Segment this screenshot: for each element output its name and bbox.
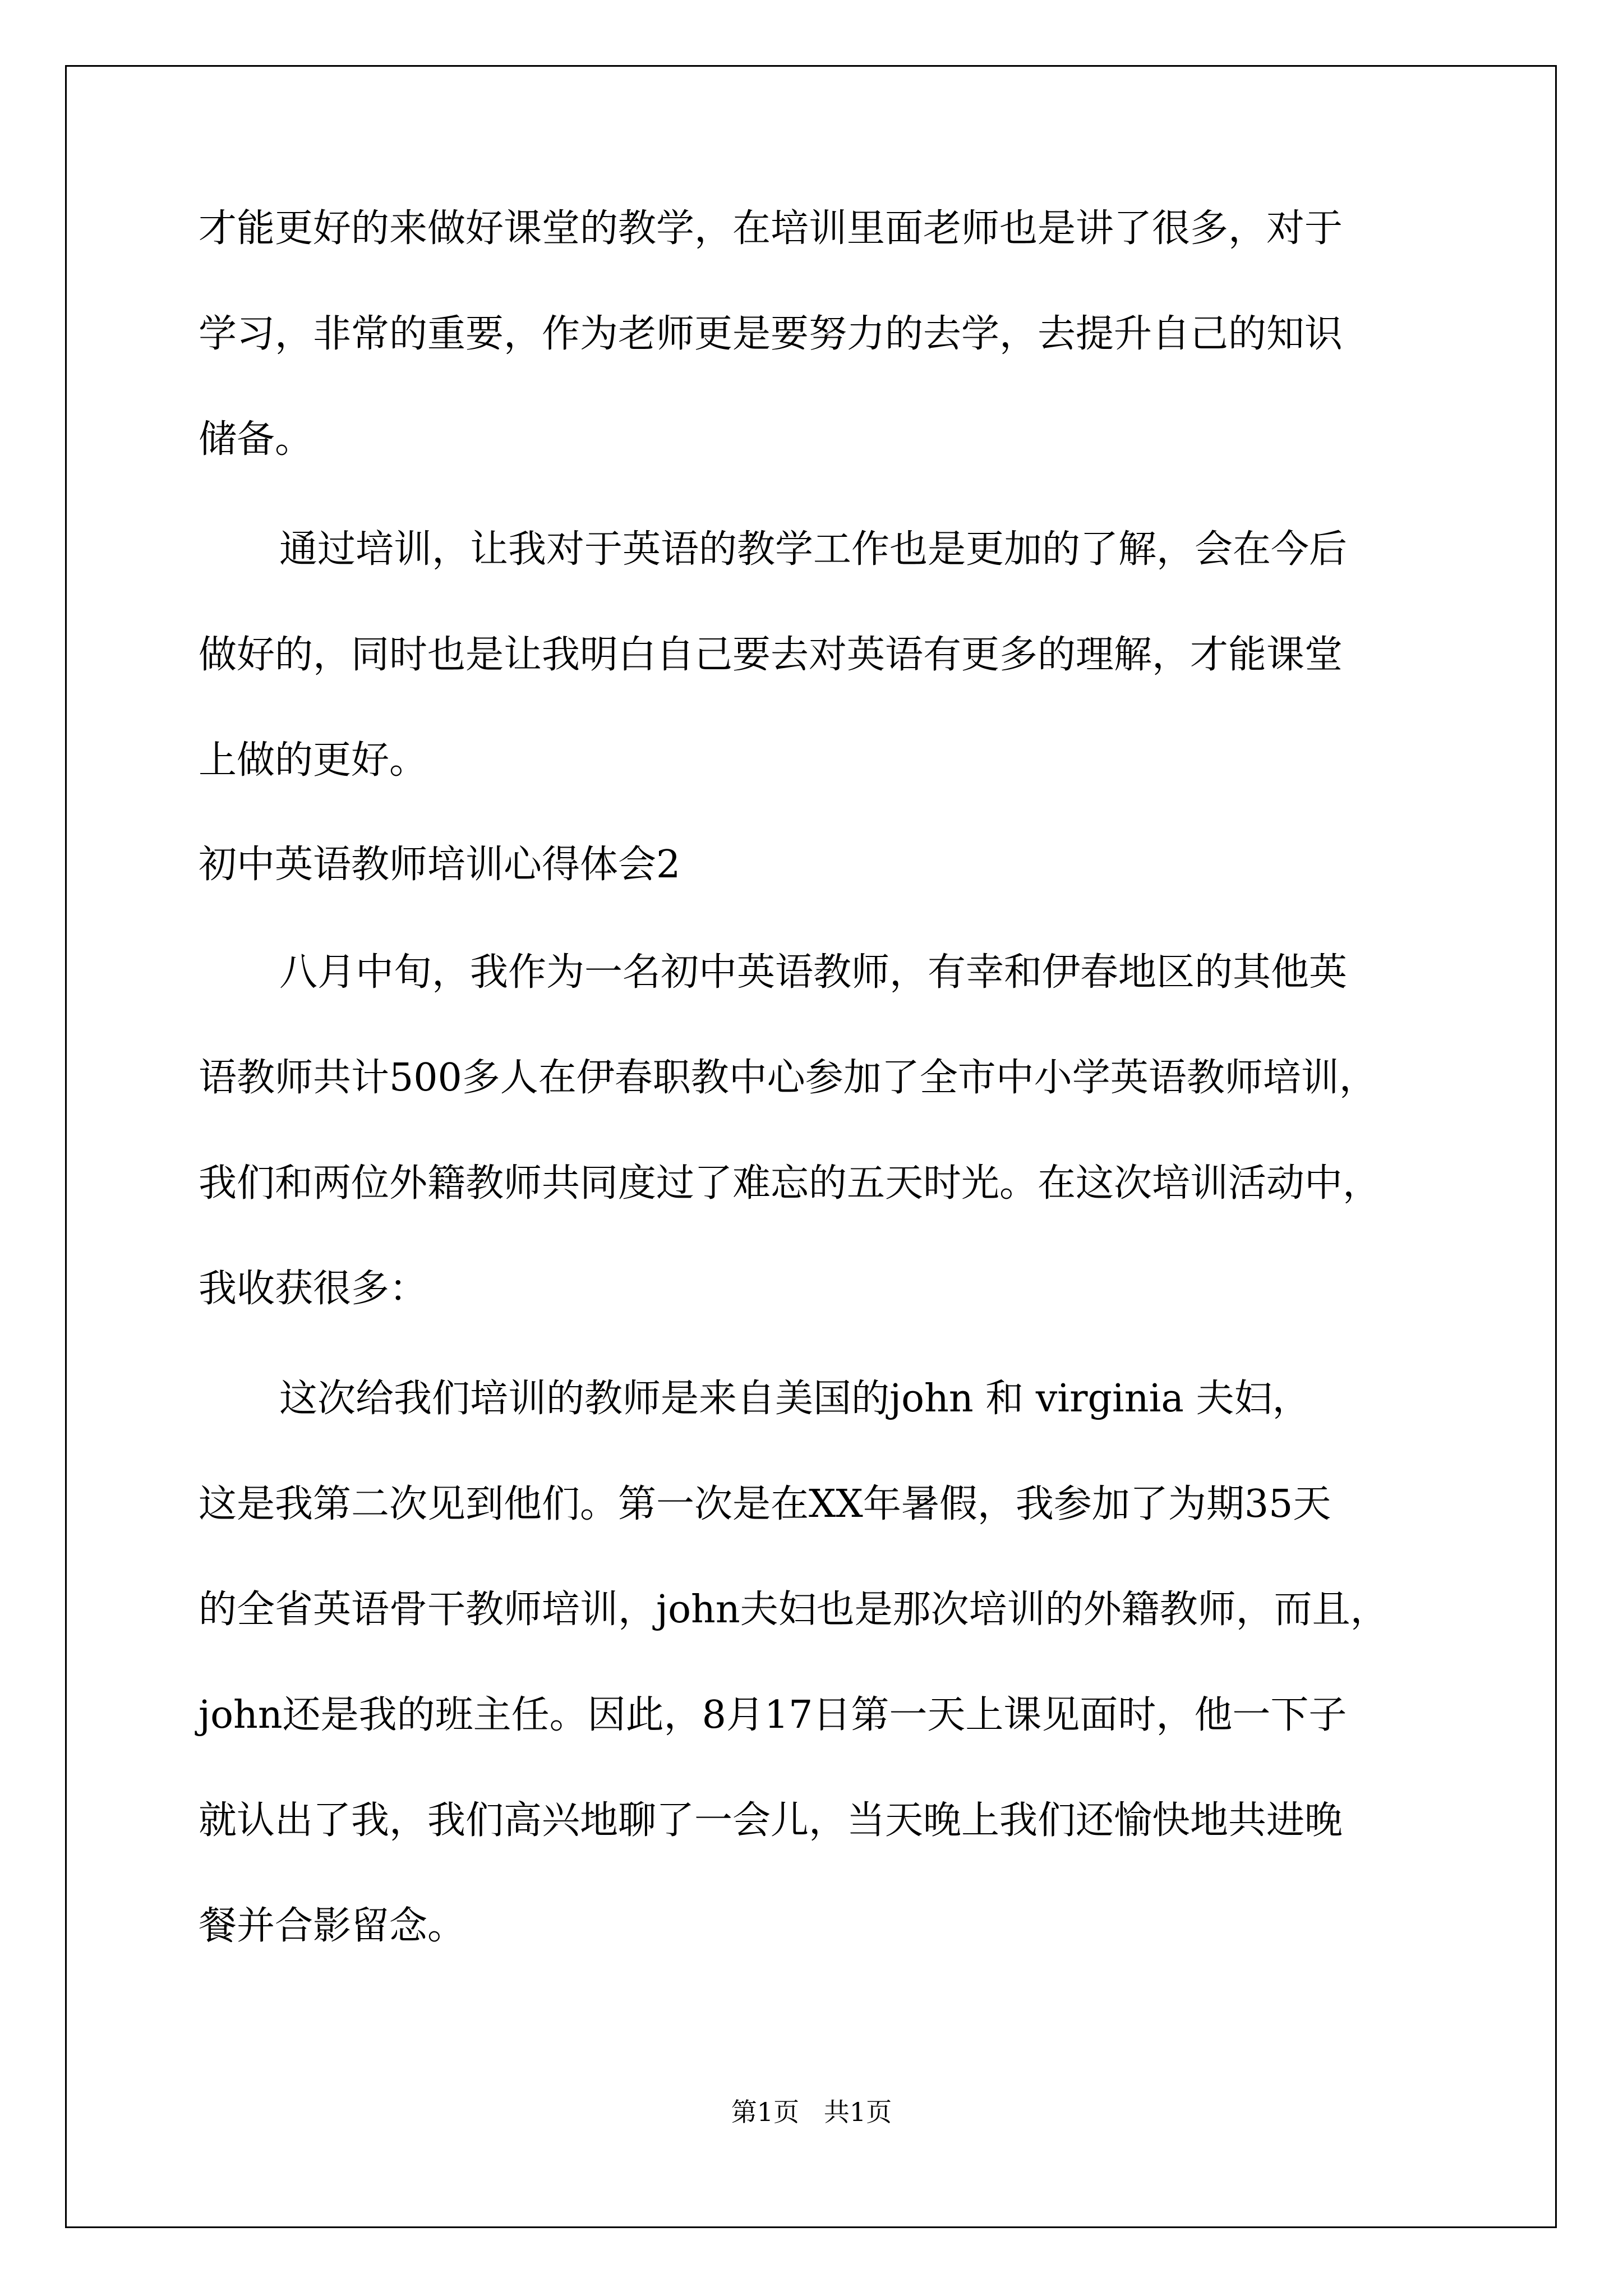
paragraph-line: 餐并合影留念。 bbox=[199, 1904, 466, 1948]
paragraph-line: 这次给我们培训的教师是来自美国的john 和 virginia 夫妇， bbox=[279, 1377, 1311, 1421]
section-heading: 初中英语教师培训心得体会2 bbox=[199, 843, 681, 887]
paragraph-line: john还是我的班主任。因此，8月17日第一天上课见面时，他一下子 bbox=[199, 1693, 1347, 1737]
paragraph-line: 才能更好的来做好课堂的教学，在培训里面老师也是讲了很多，对于 bbox=[199, 206, 1343, 251]
paragraph-line: 通过培训，让我对于英语的教学工作也是更加的了解，会在今后 bbox=[279, 527, 1348, 572]
paragraph-line: 做好的，同时也是让我明白自己要去对英语有更多的理解，才能课堂 bbox=[199, 633, 1343, 677]
paragraph-line: 的全省英语骨干教师培训，john夫妇也是那次培训的外籍教师，而且， bbox=[199, 1588, 1389, 1632]
paragraph-line: 语教师共计500多人在伊春职教中心参加了全市中小学英语教师培训， bbox=[199, 1056, 1377, 1100]
paragraph-line: 八月中旬，我作为一名初中英语教师，有幸和伊春地区的其他英 bbox=[279, 950, 1348, 995]
paragraph-line: 我收获很多： bbox=[199, 1267, 428, 1311]
paragraph-line: 就认出了我，我们高兴地聊了一会儿，当天晚上我们还愉快地共进晚 bbox=[199, 1798, 1343, 1843]
page-footer: 第1页 共1页 bbox=[731, 2097, 892, 2127]
paragraph-line: 学习，非常的重要，作为老师更是要努力的去学，去提升自己的知识 bbox=[199, 312, 1343, 356]
paragraph-line: 我们和两位外籍教师共同度过了难忘的五天时光。在这次培训活动中， bbox=[199, 1161, 1381, 1205]
paragraph-line: 储备。 bbox=[199, 417, 313, 462]
paragraph-line: 上做的更好。 bbox=[199, 738, 428, 783]
paragraph-line: 这是我第二次见到他们。第一次是在XX年暑假，我参加了为期35天 bbox=[199, 1482, 1331, 1526]
